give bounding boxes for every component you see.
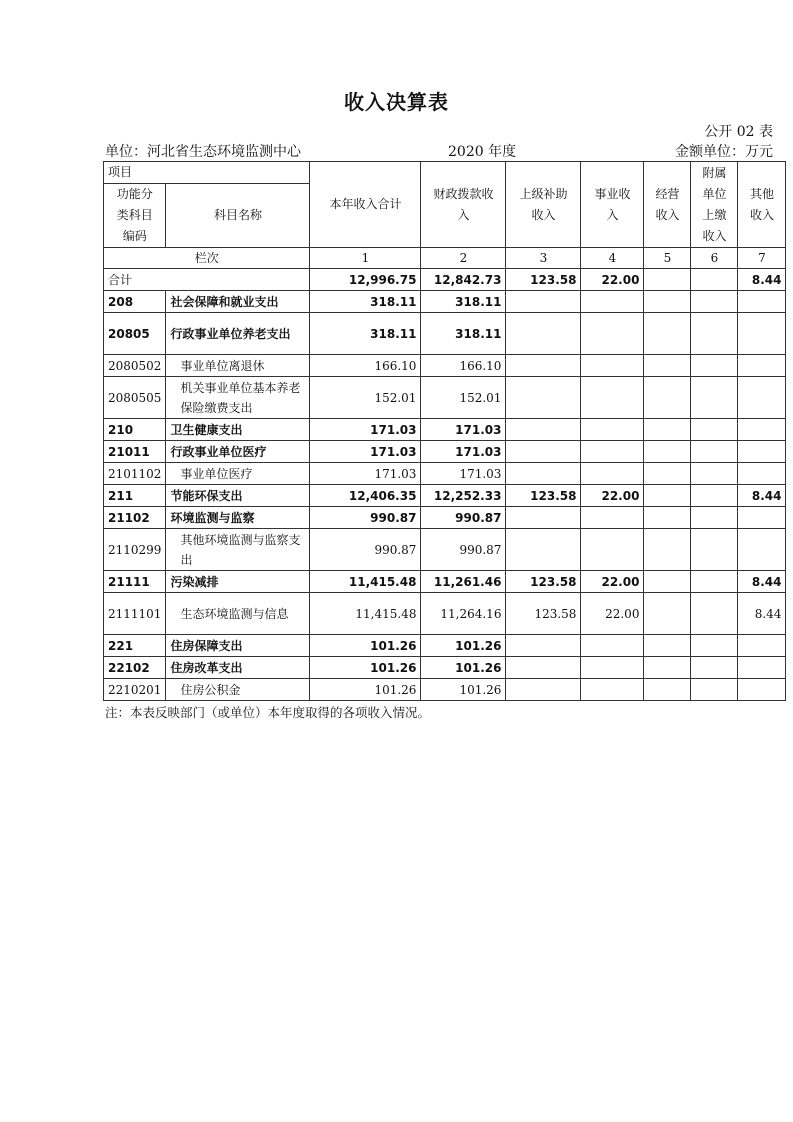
row-other: 8.44 [738, 571, 786, 593]
row-operating [644, 657, 691, 679]
row-name: 节能环保支出 [166, 485, 310, 507]
row-name: 行政事业单位医疗 [166, 441, 310, 463]
header-func-code: 功能分 类科目 编码 [104, 184, 166, 248]
row-operating [644, 679, 691, 701]
row-operating [644, 571, 691, 593]
row-name: 机关事业单位基本养老保险缴费支出 [166, 377, 310, 419]
row-total: 101.26 [310, 635, 421, 657]
row-name: 住房公积金 [166, 679, 310, 701]
row-business [581, 377, 644, 419]
row-name: 卫生健康支出 [166, 419, 310, 441]
table-row [104, 571, 786, 593]
row-name: 社会保障和就业支出 [166, 291, 310, 313]
row-other [738, 463, 786, 485]
row-affiliate [691, 313, 738, 355]
row-upper [506, 507, 581, 529]
row-code: 21011 [104, 441, 166, 463]
row-operating [644, 635, 691, 657]
table-header [104, 162, 786, 269]
row-operating [644, 441, 691, 463]
row-upper [506, 635, 581, 657]
col-num: 7 [738, 248, 786, 269]
row-code: 2080502 [104, 355, 166, 377]
header-other: 其他 收入 [738, 162, 786, 248]
row-business: 22.00 [581, 269, 644, 291]
row-other [738, 355, 786, 377]
row-operating [644, 507, 691, 529]
row-code: 21111 [104, 571, 166, 593]
table-row [104, 635, 786, 657]
row-fiscal: 12,842.73 [421, 269, 506, 291]
page-title: 收入决算表 [344, 90, 449, 114]
col-num: 3 [506, 248, 581, 269]
row-affiliate [691, 657, 738, 679]
table-row [104, 291, 786, 313]
row-fiscal: 318.11 [421, 313, 506, 355]
row-business [581, 507, 644, 529]
row-name: 生态环境监测与信息 [166, 593, 310, 635]
row-other [738, 657, 786, 679]
row-total: 990.87 [310, 507, 421, 529]
row-fiscal: 12,252.33 [421, 485, 506, 507]
row-business [581, 635, 644, 657]
row-upper [506, 529, 581, 571]
row-affiliate [691, 593, 738, 635]
row-total: 171.03 [310, 463, 421, 485]
row-operating [644, 313, 691, 355]
row-business [581, 679, 644, 701]
currency-unit: 金额单位：万元 [675, 144, 773, 160]
row-total: 171.03 [310, 419, 421, 441]
row-affiliate [691, 635, 738, 657]
row-upper: 123.58 [506, 593, 581, 635]
header-upper: 上级补助 收入 [506, 162, 581, 248]
table-body [104, 269, 786, 701]
row-code: 2210201 [104, 679, 166, 701]
row-fiscal: 101.26 [421, 657, 506, 679]
row-other [738, 679, 786, 701]
row-name: 环境监测与监察 [166, 507, 310, 529]
row-other [738, 419, 786, 441]
row-affiliate [691, 419, 738, 441]
row-fiscal: 166.10 [421, 355, 506, 377]
row-operating [644, 529, 691, 571]
row-operating [644, 355, 691, 377]
row-business: 22.00 [581, 571, 644, 593]
row-operating [644, 269, 691, 291]
table-row [104, 463, 786, 485]
row-affiliate [691, 463, 738, 485]
row-upper [506, 355, 581, 377]
header-project: 项目 [104, 162, 310, 184]
row-total: 166.10 [310, 355, 421, 377]
header-subject-name: 科目名称 [166, 184, 310, 248]
row-other [738, 635, 786, 657]
row-affiliate [691, 679, 738, 701]
row-business: 22.00 [581, 593, 644, 635]
row-other: 8.44 [738, 269, 786, 291]
row-business [581, 355, 644, 377]
header-fiscal: 财政拨款收 入 [421, 162, 506, 248]
row-upper [506, 657, 581, 679]
row-code: 21102 [104, 507, 166, 529]
reporting-unit: 单位：河北省生态环境监测中心 [105, 144, 301, 160]
row-other [738, 507, 786, 529]
footnote: 注：本表反映部门（或单位）本年度取得的各项收入情况。 [105, 705, 431, 720]
row-other: 8.44 [738, 593, 786, 635]
row-upper [506, 463, 581, 485]
row-other [738, 377, 786, 419]
row-business [581, 313, 644, 355]
row-affiliate [691, 507, 738, 529]
row-upper [506, 679, 581, 701]
table-row [104, 529, 786, 571]
row-code: 22102 [104, 657, 166, 679]
row-other [738, 313, 786, 355]
row-total: 11,415.48 [310, 571, 421, 593]
row-code: 2110299 [104, 529, 166, 571]
row-operating [644, 463, 691, 485]
row-upper [506, 377, 581, 419]
row-total: 152.01 [310, 377, 421, 419]
table-row [104, 355, 786, 377]
row-affiliate [691, 355, 738, 377]
row-business [581, 529, 644, 571]
row-other [738, 529, 786, 571]
row-name: 行政事业单位养老支出 [166, 313, 310, 355]
row-total: 990.87 [310, 529, 421, 571]
row-fiscal: 101.26 [421, 679, 506, 701]
row-upper [506, 419, 581, 441]
table-row [104, 593, 786, 635]
row-total: 11,415.48 [310, 593, 421, 635]
row-total: 318.11 [310, 291, 421, 313]
row-upper [506, 291, 581, 313]
row-total: 171.03 [310, 441, 421, 463]
row-business [581, 441, 644, 463]
header-business: 事业收 入 [581, 162, 644, 248]
income-table [103, 161, 786, 701]
row-name: 住房改革支出 [166, 657, 310, 679]
row-upper: 123.58 [506, 571, 581, 593]
col-num: 5 [644, 248, 691, 269]
row-upper [506, 441, 581, 463]
row-total: 12,996.75 [310, 269, 421, 291]
row-upper: 123.58 [506, 269, 581, 291]
row-other [738, 291, 786, 313]
row-business [581, 419, 644, 441]
row-code: 221 [104, 635, 166, 657]
row-code: 2080505 [104, 377, 166, 419]
row-upper [506, 313, 581, 355]
table-row [104, 377, 786, 419]
row-affiliate [691, 485, 738, 507]
row-fiscal: 990.87 [421, 507, 506, 529]
header-lanci: 栏次 [104, 248, 310, 269]
row-business [581, 657, 644, 679]
row-total: 101.26 [310, 657, 421, 679]
row-code: 2111101 [104, 593, 166, 635]
row-fiscal: 101.26 [421, 635, 506, 657]
row-operating [644, 593, 691, 635]
row-affiliate [691, 269, 738, 291]
row-affiliate [691, 291, 738, 313]
table-row [104, 485, 786, 507]
row-code: 2101102 [104, 463, 166, 485]
col-num: 1 [310, 248, 421, 269]
row-name: 事业单位医疗 [166, 463, 310, 485]
row-code: 合计 [104, 269, 310, 291]
row-other: 8.44 [738, 485, 786, 507]
row-fiscal: 171.03 [421, 441, 506, 463]
row-fiscal: 152.01 [421, 377, 506, 419]
row-business [581, 463, 644, 485]
row-fiscal: 171.03 [421, 463, 506, 485]
row-affiliate [691, 529, 738, 571]
form-number: 公开 02 表 [704, 124, 773, 140]
row-operating [644, 291, 691, 313]
table-row [104, 441, 786, 463]
row-name: 其他环境监测与监察支出 [166, 529, 310, 571]
row-name: 事业单位离退休 [166, 355, 310, 377]
row-name: 污染减排 [166, 571, 310, 593]
row-total: 101.26 [310, 679, 421, 701]
row-upper: 123.58 [506, 485, 581, 507]
header-total: 本年收入合计 [310, 162, 421, 248]
row-code: 211 [104, 485, 166, 507]
row-business [581, 291, 644, 313]
row-fiscal: 990.87 [421, 529, 506, 571]
row-fiscal: 11,264.16 [421, 593, 506, 635]
row-fiscal: 318.11 [421, 291, 506, 313]
col-num: 4 [581, 248, 644, 269]
table-row [104, 507, 786, 529]
row-total: 318.11 [310, 313, 421, 355]
row-code: 208 [104, 291, 166, 313]
row-affiliate [691, 441, 738, 463]
row-affiliate [691, 377, 738, 419]
row-operating [644, 377, 691, 419]
table-row [104, 269, 786, 291]
row-operating [644, 485, 691, 507]
row-affiliate [691, 571, 738, 593]
header-operating: 经营 收入 [644, 162, 691, 248]
table-row [104, 657, 786, 679]
table-row [104, 313, 786, 355]
row-fiscal: 171.03 [421, 419, 506, 441]
row-code: 20805 [104, 313, 166, 355]
fiscal-year: 2020 年度 [448, 144, 517, 160]
header-affiliate: 附属 单位 上缴 收入 [691, 162, 738, 248]
row-name: 住房保障支出 [166, 635, 310, 657]
col-num: 6 [691, 248, 738, 269]
row-business: 22.00 [581, 485, 644, 507]
table-row [104, 679, 786, 701]
row-total: 12,406.35 [310, 485, 421, 507]
row-operating [644, 419, 691, 441]
table-row [104, 419, 786, 441]
row-code: 210 [104, 419, 166, 441]
row-fiscal: 11,261.46 [421, 571, 506, 593]
col-num: 2 [421, 248, 506, 269]
row-other [738, 441, 786, 463]
